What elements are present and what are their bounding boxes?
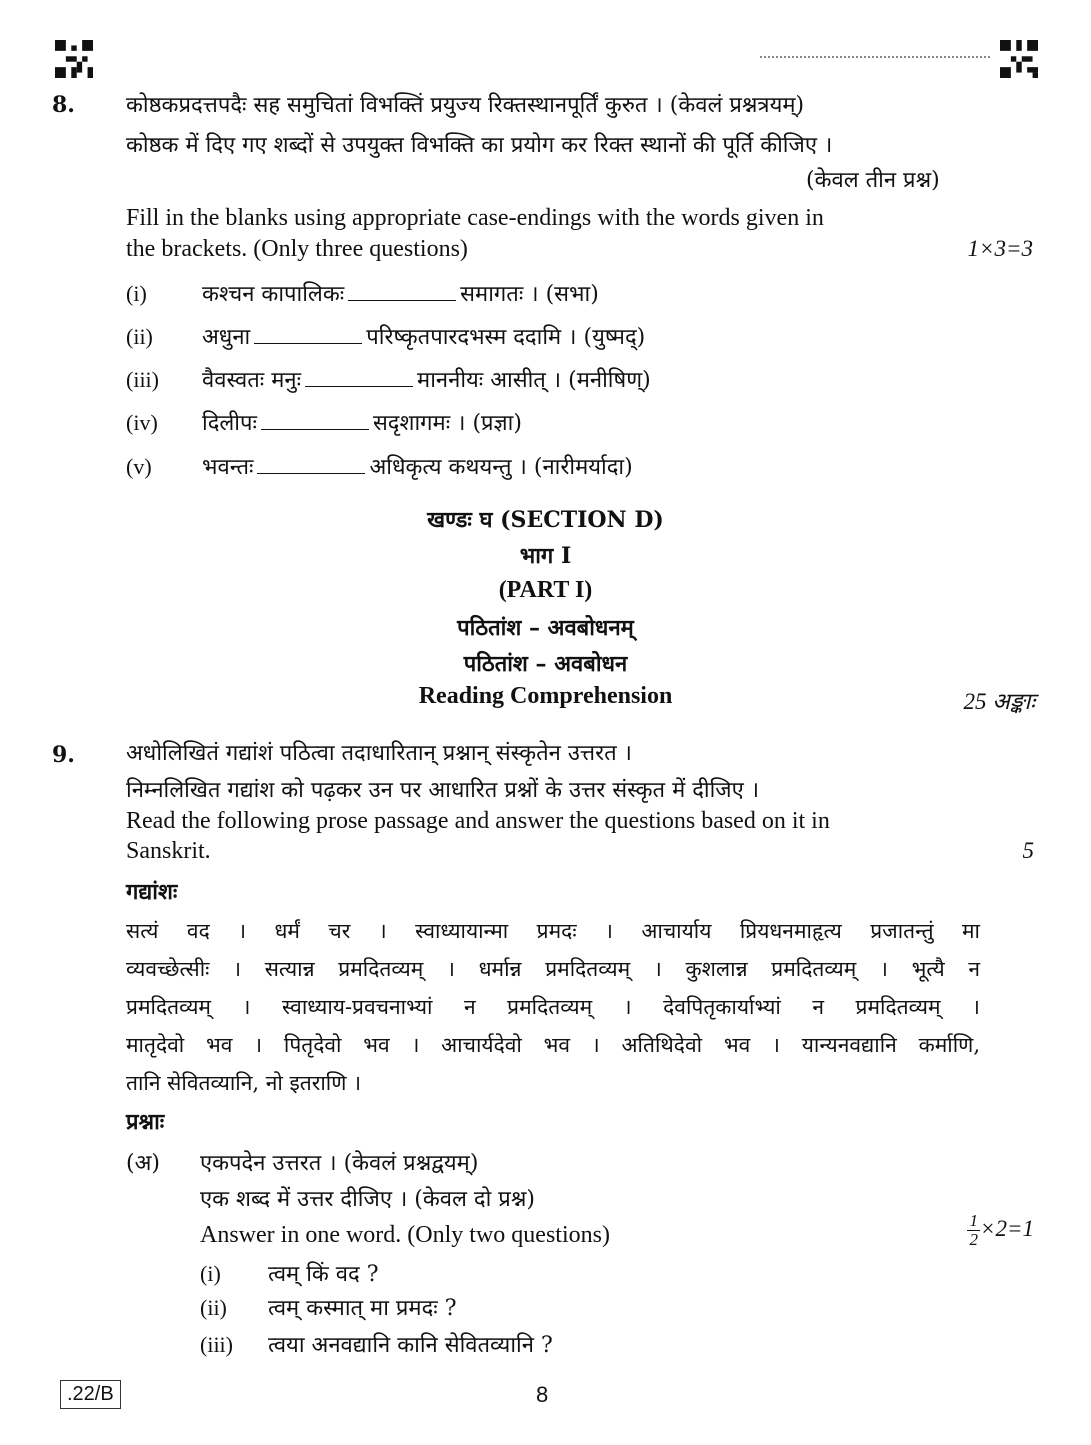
title-sanskrit: पठितांश – अवबोधनम् — [457, 615, 634, 641]
q9-hindi-instruction: निम्नलिखित गद्यांश को पढ़कर उन पर आधारित प्रश्नों के उत्तर संस्कृत में दीजिए । — [126, 778, 760, 803]
q8-hindi-instruction: कोष्ठक में दिए गए शब्दों से उपयुक्त विभक्ति का प्रयोग कर रिक्त स्थानों की पूर्ति कीजिए । — [126, 133, 833, 158]
q8-english-instruction: Fill in the blanks using appropriate case-endings with the words given in — [126, 205, 824, 231]
fraction-half: $\frac{1}{2}$ — [969, 1211, 978, 1249]
list-item: (i) कश्चन कापालिकः समागतः । (सभा) — [126, 281, 599, 307]
prose-passage — [126, 912, 980, 1102]
answer-blank[interactable] — [348, 299, 456, 301]
list-item: (iv) दिलीपः सदृशागमः । (प्रज्ञा) — [126, 410, 522, 436]
answer-blank[interactable] — [305, 385, 413, 387]
part-heading-english: (PART I) — [498, 577, 593, 603]
list-item: (ii) त्वम् कस्मात् मा प्रमदः ? — [200, 1295, 457, 1321]
passage-line: व्यवच्छेत्सीः । सत्यान्न प्रमदितव्यम् । धर्मान्न प्रमदितव्यम् । कुशलान्न प्रमदितव्यम् । भूत्यै न — [126, 957, 980, 981]
list-item: (ii) अधुना परिष्कृतपारदभस्म ददामि । (युष्मद्) — [126, 324, 646, 350]
question-number: 8. — [52, 92, 75, 118]
answer-blank[interactable] — [261, 428, 369, 430]
answer-blank[interactable] — [254, 342, 362, 344]
sub-question-sanskrit: एकपदेन उत्तरत । (केवलं प्रश्नद्वयम्) — [200, 1151, 479, 1176]
answer-blank[interactable] — [257, 472, 365, 474]
q8-english-instruction-2: the brackets. (Only three questions) — [126, 236, 468, 262]
part-heading-hindi: भाग I — [519, 543, 572, 569]
question-number: 9. — [52, 742, 75, 768]
passage-line: तानि सेवितव्यानि, नो इतराणि । — [126, 1071, 362, 1095]
passage-line: प्रमदितव्यम् । स्वाध्याय-प्रवचनाभ्यां न प्रमदितव्यम् । देवपितृकार्याभ्यां न प्रमदितव्यम् । — [126, 995, 980, 1019]
security-microtext — [760, 56, 990, 62]
qr-code-icon — [55, 40, 93, 78]
list-item: (i) त्वम् किं वद ? — [200, 1261, 379, 1287]
questions-label: प्रश्नाः — [126, 1109, 165, 1135]
section-marks: 25 अङ्काः — [963, 689, 1035, 714]
sub-question-label: (अ) — [126, 1151, 160, 1176]
list-item: (iii) त्वया अनवद्यानि कानि सेवितव्यानि ? — [200, 1332, 553, 1358]
sub-question-marks: $\frac{1}{2}$ ×2=1 — [969, 1211, 1034, 1249]
title-english: Reading Comprehension — [418, 683, 673, 709]
q8-sanskrit-instruction: कोष्ठकप्रदत्तपदैः सह समुचितां विभक्तिं प्रयुज्य रिक्तस्थानपूर्तिं कुरुत । (केवलं प्रश्नत्रयम्) — [126, 93, 805, 118]
q8-hindi-note: (केवल तीन प्रश्न) — [806, 168, 940, 193]
passage-label: गद्यांशः — [126, 879, 178, 905]
passage-line: सत्यं वद । धर्मं चर । स्वाध्यायान्मा प्रमदः । आचार्याय प्रियधनमाहृत्य प्रजातन्तुं मा — [126, 919, 980, 943]
q9-marks: 5 — [1022, 838, 1034, 863]
sub-question-english: Answer in one word. (Only two questions) — [200, 1222, 610, 1248]
section-heading: खण्डः घ (SECTION D) — [427, 507, 664, 533]
sub-question-hindi: एक शब्द में उत्तर दीजिए । (केवल दो प्रश्न) — [200, 1187, 535, 1212]
qr-code-icon — [1000, 40, 1038, 78]
q9-sanskrit-instruction: अधोलिखितं गद्यांशं पठित्वा तदाधारितान् प्रश्नान् संस्कृतेन उत्तरत । — [126, 741, 632, 766]
passage-line: मातृदेवो भव । पितृदेवो भव । आचार्यदेवो भव । अतिथिदेवो भव । यान्यनवद्यानि कर्माणि, — [126, 1033, 980, 1057]
q9-english-instruction-2: Sanskrit. — [126, 838, 211, 864]
q8-marks: 1×3=3 — [967, 236, 1033, 261]
title-hindi: पठितांश – अवबोधन — [463, 651, 628, 677]
list-item: (v) भवन्तः अधिकृत्य कथयन्तु । (नारीमर्यादा) — [126, 454, 633, 480]
paper-code-box: .22/B — [60, 1380, 121, 1409]
page-number: 8 — [536, 1382, 549, 1407]
list-item: (iii) वैवस्वतः मनुः माननीयः आसीत् । (मनीषिण्) — [126, 367, 651, 393]
q9-english-instruction: Read the following prose passage and answer the questions based on it in — [126, 808, 830, 834]
